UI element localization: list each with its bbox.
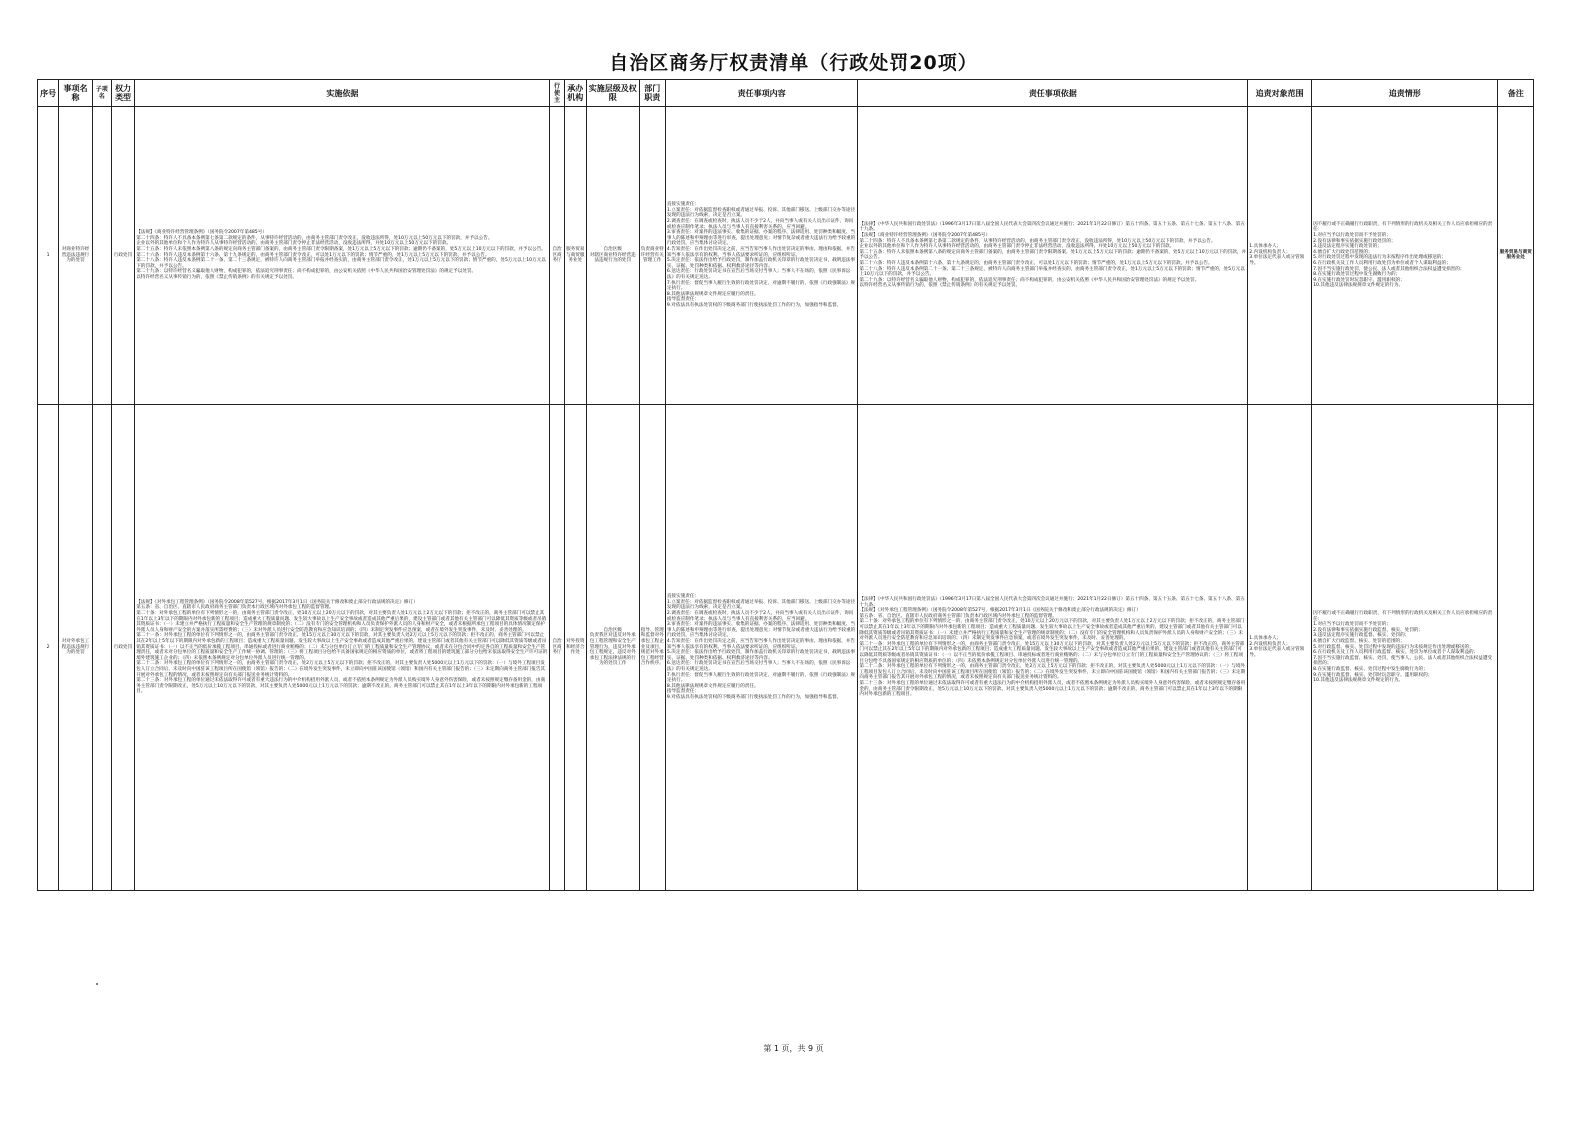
header-remarks: 备注 [1498, 80, 1534, 107]
row-accountability-scope: 1.具体承办人； 2.内设机构负责人； 3.单位法定代表人或分管领导。 [1248, 404, 1312, 890]
row-basis: 【法规】《商业特许经营管理条例》（国务院令2007年第485号） 第二十四条：特许人不具备本条例第七条第二款规定的条件，从事特许经营活动的，由商务主管部门责令改正，没收违法所得，处10万元以上50万元以下的罚款，并予以公告。 企业以外的其他单位和个人作为特许人从事特许经营活动的，由商务主管部门责令停止非法经营活动，没收违法所得，并处10万元以上50万元以下的罚款。 第二十五条：特许人未依照本条例第八条的规定向商务主管部门备案的，由商务主管部门责令限期备案，处1万元以上5万元以下的罚款；逾期仍不备案的，处5万元以上10万元以下的罚款，并予以公告。 第二十六条：特许人违反本条例第十六条、第十九条规定的，由商务主管部门责令改正，可以处1万元以下的罚款；情节严重的，处1万元以上5万元以下的罚款，并予以公告。 第二十八条：特许人违反本条例第二十一条、第二十三条规定，被特许人向商务主管部门举报并经查实的，由商务主管部门责令改正，处1万元以上5万元以下的罚款；情节严重的，处5万元以上10万元以下的罚款，并予以公告。 第二十九条：以特许经营名义骗取他人财物，构成犯罪的，依法追究刑事责任；尚不构成犯罪的，由公安机关依照《中华人民共和国治安管理处罚法》的规定予以处罚。 以特许经营名义从事传销行为的，依照《禁止传销条例》的有关规定予以处罚。 [135, 107, 550, 405]
header-undertaking-org: 承办机构 [564, 80, 586, 107]
row-power-type: 行政处罚 [111, 107, 134, 405]
row-resp-content: 直接实施责任： 1.立案责任：对依据监督检查职权或者通过举报、投诉、其他部门移送、上级部门交办等途径发现的违法行为线索，决定是否立案。 2.调查责任：在调查或检查时，执法人员不少于2人，并向当事人或有关人员出示证件，询问或检查应制作笔录；执法人员与当事人有直接利害关系的，应当回避。 3.审查责任：对案件的违法事实、收集的证据、办案的程序、法律适用、处罚种类和幅度、当事人的陈述和申辩理由等进行审查，提出处理意见；对情节复杂或者重大违法行为给予较重的行政处罚，应当集体讨论决定。 4.告知责任：在作出处罚决定之前，应当告知当事人作出处罚决定的事由、理由和依据，并告知当事人依法享有的权利。当事人依法要求听证的，应组织听证。 5.决定责任：依法作出给予行政处罚，制作加盖行政机关印章的行政处罚决定书，载明违法事实、证据、处罚种类和依据、权利救济途径等内容。 6.送达责任：行政处罚决定书在宣告后当场交付当事人；当事人不在场的，依照《民事诉讼法》的有关规定送达。 7.执行责任：督促当事人履行生效的行政处罚决定，对逾期不履行的，依照《行政强制法》规定执行。 8.其他法律法规规章文件规定应履行的责任。 指导监督责任： 9.对依法具有执法处罚权的下级商务部门行使执法处罚工作的行为，加强指导和监督。 [665, 404, 857, 890]
row-executor: 自治区商务厅 [550, 107, 564, 405]
row-item-name: 对对外承包工程违法违规行为的处罚 [59, 404, 92, 890]
table-row [38, 404, 1534, 890]
header-power-type: 权力类型 [111, 80, 134, 107]
row-dept-duty: 指导、管理和监督对外承包工程企业及项目，规范对外承包工程经营合作秩序。 [639, 404, 665, 890]
row-seq: 2 [38, 404, 59, 890]
header-dept-duty: 部门职责 [639, 80, 665, 107]
header-sub-item: 子项名 [92, 80, 111, 107]
row-seq: 1 [38, 107, 59, 405]
row-power-type: 行政处罚 [111, 404, 134, 890]
page-title: 自治区商务厅权责清单（行政处罚20项） [609, 52, 978, 74]
header-accountability-cases: 追责情形 [1312, 80, 1498, 107]
row-basis: 【法规】《对外承包工程管理条例》（国务院令2008年第527号，根据2017年3月1日《国务院关于修改和废止部分行政法规的决定》修订） 第五条：省、自治区、直辖市人民政府商务主管部门负责本行政区域内对外承包工程的监督管理。 第二十条：对外承包工程的单位有下列情形之一的，由商务主管部门责令改正，处10万元以上20万元以下的罚款，对其主要负责人处1万元以上2万元以下的罚款；拒不改正的，商务主管部门可以禁止其在1年以上3年以下的期限内对外承包新的工程项目；造成重大工程质量问题、发生较大事故以上生产安全事故或者造成其他严重后果的，建设主管部门或者其他有关主管部门可以降低其资质等级或者吊销其资质证书：（一）未建立并严格执行工程质量和安全生产管理的规章制度的；（二）没有专门的安全管理机构和人员负责保护外派人员的人身和财产安全，或者未根据所承包工程项目的具体情况制定保护外派人员人身和财产安全的方案并落实所需经费的；（三）未对外派人员进行安全防范教育和应急知识培训的；（四）未制定突发事件应急预案，或者在境外发生突发事件，未及时、妥善处理的。 第二十一条：对外承包工程的单位有下列情形之一的，由商务主管部门责令改正，处15万元以上30万元以下的罚款，对其主要负责人处2万元以上5万元以下的罚款；拒不改正的，商务主管部门可以禁止其在2年以上5年以下的期限内对外承包新的工程项目；造成重大工程质量问题、发生较大事故以上生产安全事故或者造成其他严重后果的，建设主管部门或者其他有关主管部门可以降低其资质等级或者吊销其资质证书：（一）以不正当的低价承揽工程项目、串通投标或者进行商业贿赂的；（二）未与分包单位订立专门的工程质量和安全生产管理协议，或者未在分包合同中约定各自的工程质量和安全生产管理责任，或者未对分包单位的工程质量和安全生产工作统一协调、管理的；（三）将工程项目分包给不具备国家规定的相应资质的单位，或者将工程项目的建筑施工部分分包给未依法取得安全生产许可证的境外建筑施工企业的；（四）未依照本条例规定对分包单位外派人员进行统一管理的。 第二十二条：对外承包工程的单位有下列情形之一的，由商务主管部门责令改正，处2万元以上5万元以下的罚款；拒不改正的，对其主要负责人处5000元以上1万元以下的罚款：（一）与境外工程项目发包人订立合同后，未及时向中国驻该工程项目所在国使馆（领馆）报告的；（二）在境外发生突发事件，未立即向中国驻该国使馆（领馆）和国内有关主管部门报告的；（三）未定期向商务主管部门报告其开展对外承包工程的情况，或者未按照规定向有关部门报送业务统计资料的。 第二十三条：对外承包工程的单位通过未依法取得许可或者有重大违法行为的中介机构招用外派人员，或者不依照本条例规定为外派人员购买境外人身意外伤害保险，或者未按照规定缴存备用金的，由商务主管部门责令限期改正，处5万元以上10万元以下的罚款，对其主要负责人处5000元以上1万元以下的罚款；逾期不改正的，商务主管部门可以禁止其在1年以上3年以下的期限内对外承包新的工程项目。 [135, 404, 550, 890]
row-executor: 自治区商务厅 [550, 404, 564, 890]
header-seq: 序号 [38, 80, 59, 107]
header-basis: 实施依据 [135, 80, 550, 107]
row-accountability-cases: 因不履行或不正确履行行政职责，有下列情形的行政机关及相关工作人员应承担相应的责任： 1.对应当予以行政处罚而不予处罚的； 2.没有法律和事实依据实施行政监督、核实、处罚的； 3.违反法定程序实施行政监督、核实、处罚的； 4.擅自扩大行政监督、核实、处罚的范围的； 5.对行政监督、核实、处罚过程中发现的违法行为未按规定作出处理或移送的； 6.在行政机关及工作人员利用行政监督、核实、处罚为单位或者个人谋取利益的； 7.因不当实施行政监督、核实、处罚，使当事人、公民、法人或者其他组织合法权益遭受损害的； 8.在实施行政监督、核实、处罚过程中发生腐败行为的； 9.在实施行政监督、核实、处罚时玩忽职守、滥用职权的； 10.其他违反法律法规规章文件规定的行为。 [1312, 404, 1498, 890]
table-header-row [38, 80, 1534, 107]
row-undertaking-org: 服务贸易与商贸服务业处 [564, 107, 586, 405]
row-accountability-cases: 因不履行或不正确履行行政职责，有下列情形的行政机关及相关工作人员应承担相应的责任： 1.对应当予以行政处罚而不予处罚的； 2.没有法律和事实依据实施行政处罚的； 3.违反法定程序实施行政处罚的； 4.擅自扩大行政处罚范围的； 5.对行政处罚过程中发现的违法行为未按程序作出处理或移送的； 6.在行政机关及工作人员利用行政处罚为单位或者个人谋取利益的； 7.因不当实施行政处罚，使公民、法人或者其他组织合法权益遭受损害的； 8.在实施行政处罚过程中发生腐败行为的； 9.在实施行政处罚时玩忽职守、滥用职权的； 10.其他违反法律法规规章文件规定的行为。 [1312, 107, 1498, 405]
table-row [38, 107, 1534, 405]
header-resp-content: 责任事项内容 [665, 80, 857, 107]
row-remarks: 服务贸易与商贸服务业处 [1498, 107, 1534, 405]
row-resp-content: 直接实施责任： 1.立案责任：对依据监督检查职权或者通过举报、投诉、其他部门移送、上级部门交办等途径发现的违法行为线索，决定是否立案。 2.调查责任：在调查或检查时，执法人员不少于2人，并向当事人或有关人员出示证件，询问或检查应制作笔录；执法人员与当事人有直接利害关系的，应当回避。 3.审查责任：对案件的违法事实、收集的证据、办案的程序、法律适用、处罚种类和幅度、当事人的陈述和申辩理由等进行审查，提出处理意见；对情节复杂或者重大违法行为给予较重的行政处罚，应当集体讨论决定。 4.告知责任：在作出处罚决定之前，应当告知当事人作出处罚决定的事由、理由和依据，并告知当事人依法享有的权利。当事人依法要求听证的，应组织听证。 5.决定责任：依法作出给予行政处罚，制作加盖行政机关印章的行政处罚决定书，载明违法事实、证据、处罚种类和依据、权利救济途径等内容。 6.送达责任：行政处罚决定书在宣告后当场交付当事人；当事人不在场的，依照《民事诉讼法》的有关规定送达。 7.执行责任：督促当事人履行生效的行政处罚决定，对逾期不履行的，依照《行政强制法》规定执行。 8.其他法律法规规章文件规定应履行的责任。 指导监督责任： 9.对依法具有执法处罚权的下级商务部门行使执法处罚工作的行为，加强指导和监督。 [665, 107, 857, 405]
header-executor: 行使主 [550, 80, 564, 107]
header-item-name: 事项名称 [59, 80, 92, 107]
row-remarks [1498, 404, 1534, 890]
header-accountability-scope: 追责对象范围 [1248, 80, 1312, 107]
header-level: 实施层级及权限 [586, 80, 639, 107]
row-level-name: 自治区级 [603, 246, 622, 252]
row-resp-basis: 【法律】《中华人民共和国行政处罚法》（1996年3月17日第八届全国人民代表大会第四次会议通过并施行；2021年1月22日修订）第五十四条、第五十五条、第五十七条、第五十八条、第五十九条。 【法规】《商业特许经营管理条例》（国务院令2007年第485号） 第二十四条：特许人不具备本条例第七条第二款规定的条件，从事特许经营活动的，由商务主管部门责令改正，没收违法所得，处10万元以上50万元以下的罚款，并予以公告。 企业以外的其他单位和个人作为特许人从事特许经营活动的，由商务主管部门责令停止非法经营活动，没收违法所得，并处10万元以上50万元以下的罚款。 第二十五条：特许人未依照本条例第八条的规定向商务主管部门备案的，由商务主管部门责令限期备案，处1万元以上5万元以下的罚款；逾期仍不备案的，处5万元以上10万元以下的罚款，并予以公告。 第二十六条：特许人违反本条例第十六条、第十九条规定的，由商务主管部门责令改正，可以处1万元以下的罚款；情节严重的，处1万元以上5万元以下的罚款，并予以公告。 第二十八条：特许人违反本条例第二十一条、第二十三条规定，被特许人向商务主管部门举报并经查实的，由商务主管部门责令改正，处1万元以上5万元以下的罚款；情节严重的，处5万元以上10万元以下的罚款，并予以公告。 第二十九条：以特许经营名义骗取他人财物，构成犯罪的，依法追究刑事责任；尚不构成犯罪的，由公安机关依照《中华人民共和国治安管理处罚法》的规定予以处罚。 以特许经营名义从事传销行为的，依照《禁止传销条例》的有关规定予以处罚。 [858, 107, 1248, 405]
scan-speck [96, 983, 98, 985]
row-undertaking-org: 对外投资和经济合作处 [564, 404, 586, 890]
row-level-name: 自治区级 [603, 627, 622, 633]
row-accountability-scope: 1.具体承办人； 2.内设机构负责人； 3.单位法定代表人或分管领导。 [1248, 107, 1312, 405]
header-resp-basis: 责任事项依据 [858, 80, 1248, 107]
row-level [586, 107, 639, 405]
row-sub-item [92, 107, 111, 405]
row-level-detail: 负责我区对违反对外承包工程管理和安全生产管理行为，违反对外承包工程规定，违反对外承包工程法律法规的行为的处罚工作 [589, 633, 636, 667]
row-sub-item [92, 404, 111, 890]
row-level [586, 404, 639, 890]
row-resp-basis: 【法律】《中华人民共和国行政处罚法》（1996年3月17日第八届全国人民代表大会第四次会议通过并施行；2021年1月22日修订）第五十四条、第五十五条、第五十七条、第五十八条、第五十九条。 【法规】《对外承包工程管理条例》（国务院令2008年第527号，根据2017年3月1日《国务院关于修改和废止部分行政法规的决定》修订） 第五条：省、自治区、直辖市人民政府商务主管部门负责本行政区域内对外承包工程的监督管理。 第二十条：对外承包工程的单位有下列情形之一的，由商务主管部门责令改正，处10万元以上20万元以下的罚款，对其主要负责人处1万元以上2万元以下的罚款；拒不改正的，商务主管部门可以禁止其在1年以上3年以下的期限内对外承包新的工程项目；造成重大工程质量问题、发生较大事故以上生产安全事故或者造成其他严重后果的，建设主管部门或者其他有关主管部门可以降低其资质等级或者吊销其资质证书：（一）未建立并严格执行工程质量和安全生产管理的规章制度的；（二）没有专门的安全管理机构和人员负责保护外派人员的人身和财产安全的；（三）未对外派人员进行安全防范教育和应急知识培训的；（四）未制定突发事件应急预案，或者在境外发生突发事件，未及时、妥善处理的。 第二十一条：对外承包工程的单位有下列情形之一的，由商务主管部门责令改正，处15万元以上30万元以下的罚款，对其主要负责人处2万元以上5万元以下的罚款；拒不改正的，商务主管部门可以禁止其在2年以上5年以下的期限内对外承包新的工程项目；造成重大工程质量问题、发生较大事故以上生产安全事故或者造成其他严重后果的，建设主管部门或者其他有关主管部门可以降低其资质等级或者吊销其资质证书：（一）以不正当的低价承揽工程项目、串通投标或者进行商业贿赂的；（二）未与分包单位订立专门的工程质量和安全生产管理协议的；（三）将工程项目分包给不具备国家规定的相应资质的单位的；（四）未依照本条例规定对分包单位外派人员进行统一管理的。 第二十二条：对外承包工程的单位有下列情形之一的，由商务主管部门责令改正，处2万元以上5万元以下的罚款；拒不改正的，对其主要负责人处5000元以上1万元以下的罚款：（一）与境外工程项目发包人订立合同后，未及时向中国驻该工程项目所在国使馆（领馆）报告的；（二）在境外发生突发事件，未立即向中国驻该国使馆（领馆）和国内有关主管部门报告的；（三）未定期向商务主管部门报告其开展对外承包工程的情况，或者未按照规定向有关部门报送业务统计资料的。 第二十三条：对外承包工程的单位通过未依法取得许可或者有重大违法行为的中介机构招用外派人员，或者不依照本条例规定为外派人员购买境外人身意外伤害保险，或者未按照规定缴存备用金的，由商务主管部门责令限期改正，处5万元以上10万元以下的罚款，对其主要负责人处5000元以上1万元以下的罚款；逾期不改正的，商务主管部门可以禁止其在1年以上3年以下的期限内对外承包新的工程项目。 [858, 404, 1248, 890]
responsibility-table [37, 79, 1534, 891]
row-item-name: 对商业特许经营违法违规行为的处罚 [59, 107, 92, 405]
row-level-detail: 对辖区商业特许经营违法违规行为的处罚 [589, 252, 636, 264]
page-footer: 第 1 页，共 9 页 [763, 1044, 824, 1053]
row-dept-duty: 负责商业特许经营有关管理工作 [639, 107, 665, 405]
